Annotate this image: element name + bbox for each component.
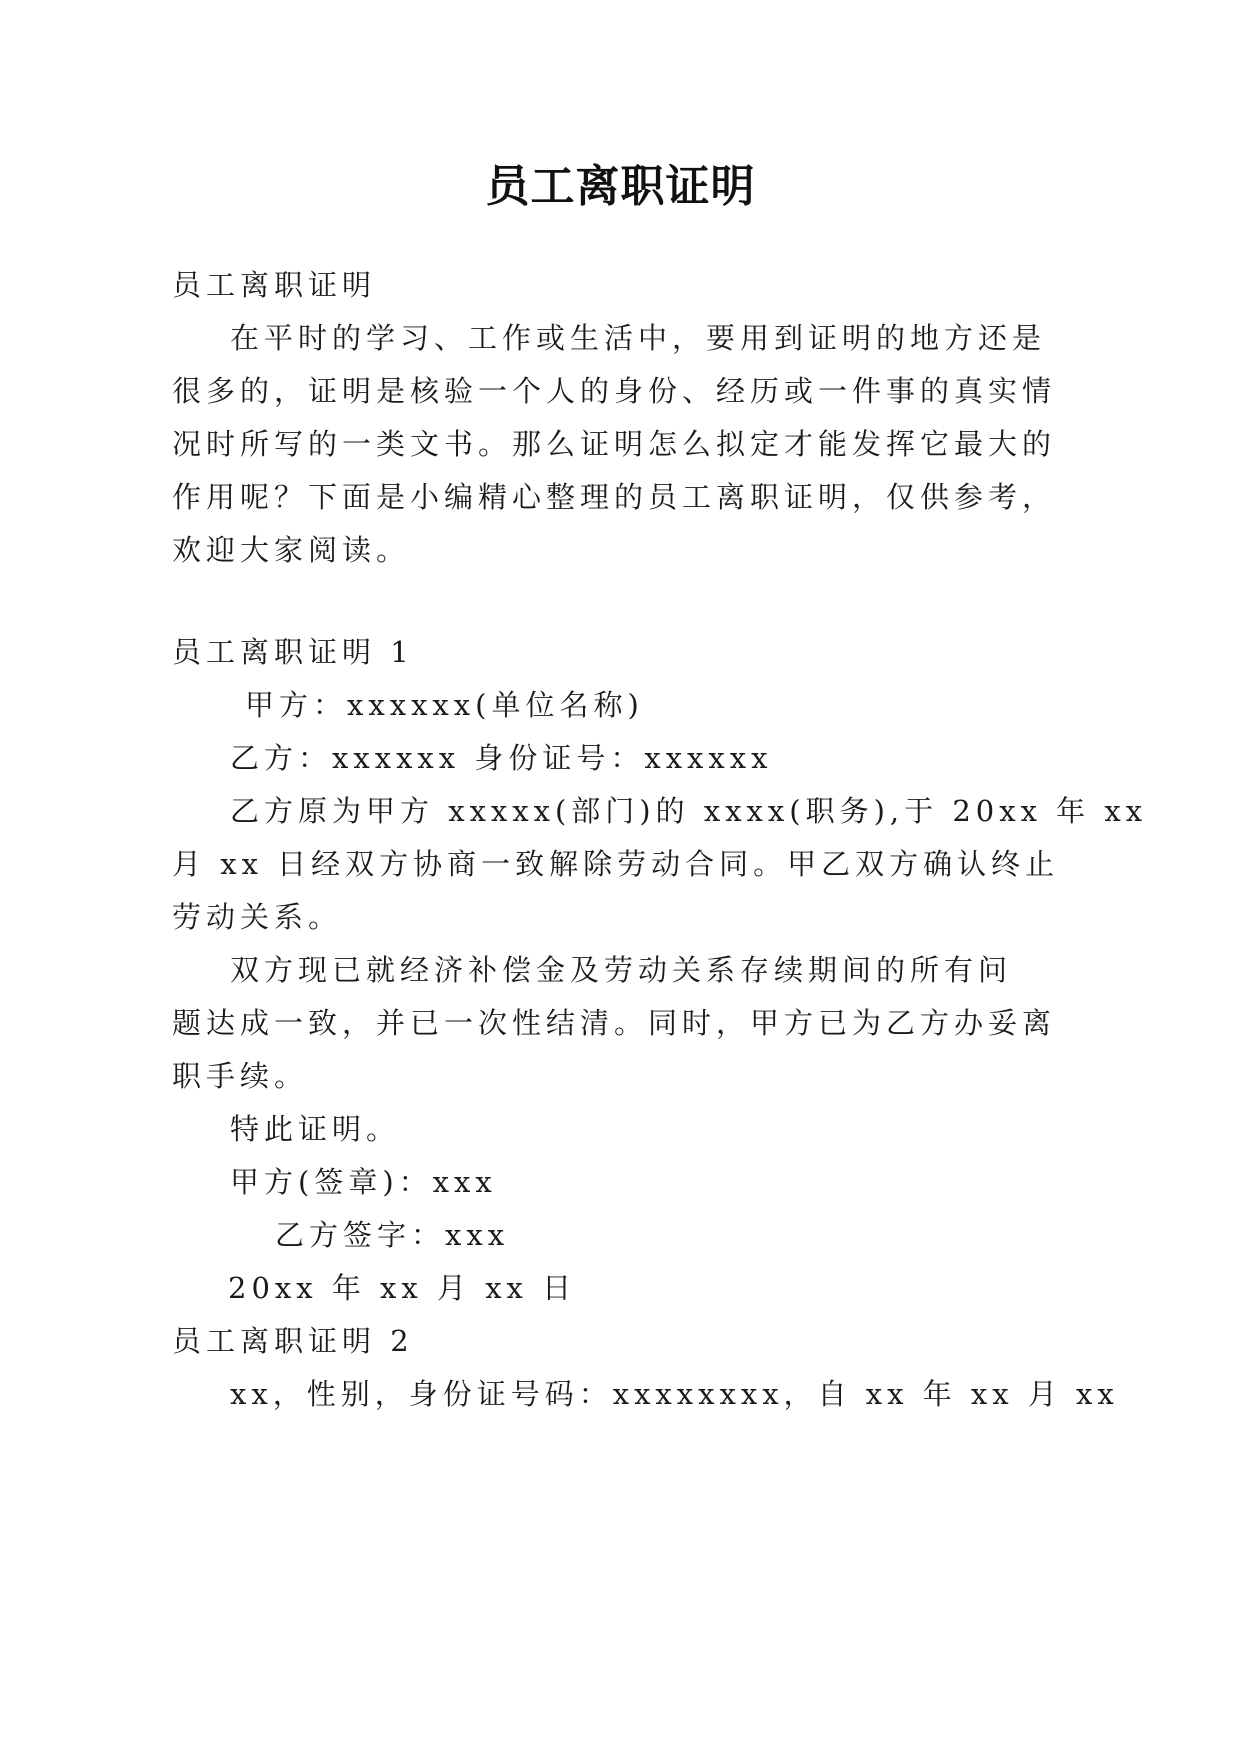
- section-heading-1: 员工离职证明 1: [172, 635, 414, 669]
- intro-line-3: 况时所写的一类文书。那么证明怎么拟定才能发挥它最大的: [172, 427, 1057, 461]
- intro-line-1: 在平时的学习、工作或生活中，要用到证明的地方还是: [230, 321, 1047, 355]
- certify-line: 特此证明。: [230, 1112, 401, 1146]
- body-line-1: 乙方原为甲方 xxxxx(部门)的 xxxx(职务),于 20xx 年 xx: [230, 794, 1148, 828]
- intro-line-5: 欢迎大家阅读。: [172, 533, 411, 567]
- body-line-2: 月 xx 日经双方协商一致解除劳动合同。甲乙双方确认终止: [172, 847, 1060, 881]
- body-line-3: 劳动关系。: [172, 900, 343, 934]
- party-a-line: 甲方：xxxxxx(单位名称): [245, 688, 644, 722]
- party-a-seal-line: 甲方(签章)：xxx: [230, 1165, 497, 1199]
- party-b-signature-line: 乙方签字：xxx: [275, 1218, 510, 1252]
- intro-line-2: 很多的，证明是核验一个人的身份、经历或一件事的真实情: [172, 374, 1057, 408]
- party-b-line: 乙方：xxxxxx 身份证号：xxxxxx: [230, 741, 773, 775]
- body-line-4: 双方现已就经济补偿金及劳动关系存续期间的所有问: [230, 953, 1013, 987]
- section-heading-2: 员工离职证明 2: [172, 1324, 414, 1358]
- section-heading: 员工离职证明: [172, 268, 377, 302]
- intro-line-4: 作用呢？下面是小编精心整理的员工离职证明，仅供参考，: [172, 480, 1057, 514]
- body-line-6: 职手续。: [172, 1059, 309, 1093]
- date-line: 20xx 年 xx 月 xx 日: [228, 1271, 577, 1305]
- body-line-5: 题达成一致，并已一次性结清。同时，甲方已为乙方办妥离: [172, 1006, 1057, 1040]
- body-line-7: xx，性别，身份证号码：xxxxxxxx，自 xx 年 xx 月 xx: [230, 1377, 1119, 1411]
- document-title: 员工离职证明: [485, 161, 756, 212]
